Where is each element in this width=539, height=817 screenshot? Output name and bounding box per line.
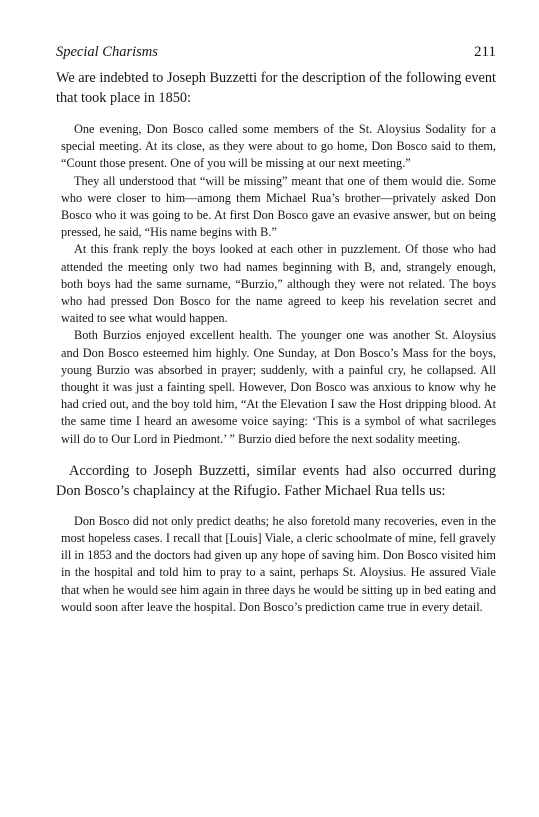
quote-paragraph: At this frank reply the boys looked at each other in puzzlement. Of those who had attended the meeting only two had names beginning with B, and, strangely enough, both boys had the same surname, “Burzio,” although they were not related. The boys who had pressed Don Bosco for the name agreed to keep his revelation secret and waited to see what would happen. [61,242,496,326]
quote-paragraph: Don Bosco did not only predict deaths; he also foretold many recoveries, even in the most hopeless cases. I recall that [Louis] Viale, a cleric schoolmate of mine, fell gravely ill in 1853 and the doctors had given up any hope of saving him. Don Bosco visited him in the hospital and told him to pray to a saint, perhaps St. Aloysius. He assured Viale that when he would see him again in three days he would be sitting up in bed eating and would soon after leave the hospital. Don Bosco’s prediction came true in every detail. [61,513,496,614]
block-quote-rua [61,513,496,616]
block-quote-buzzetti [61,121,496,448]
quote-paragraph: They all understood that “will be missing” meant that one of them would die. Some who were closer to him—among them Michael Rua’s brother—privately asked Don Bosco who it was going to be. At first Don Bosco gave an evasive answer, but on being pressed, he said, “His name begins with B.” [61,173,496,240]
intro-paragraph: We are indebted to Joseph Buzzetti for the description of the following event that took place in 1850: [56,70,496,106]
quote-paragraph: Both Burzios enjoyed excellent health. The younger one was another St. Aloysius and Don Bosco esteemed him highly. One Sunday, at Don Bosco’s Mass for the boys, young Burzio was absorbed in prayer; suddenly, with a painful cry, he collapsed. All thought it was just a fainting spell. However, Don Bosco was anxious to know why he had cried out, and the boy told him, “At the Elevation I saw the Host dripping blood. At the same time I heard an awesome voice saying: ‘This is a symbol of what sacrileges will do to Our Lord in Piedmont.’ ” Burzio died before the next sodality meeting. [61,328,496,446]
page-header [56,44,496,61]
running-title: Special Charisms [56,44,158,60]
book-page [56,44,496,629]
quote-paragraph: One evening, Don Bosco called some members of the St. Aloysius Sodality for a special meeting. At its close, as they were about to go home, Don Bosco said to them, “Count those present. One of you will be missing at our next meeting.” [61,122,496,171]
page-number: 211 [474,44,496,60]
middle-paragraph: According to Joseph Buzzetti, similar events had also occurred during Don Bosco’s chaplaincy at the Rifugio. Father Michael Rua tells us: [56,462,496,499]
